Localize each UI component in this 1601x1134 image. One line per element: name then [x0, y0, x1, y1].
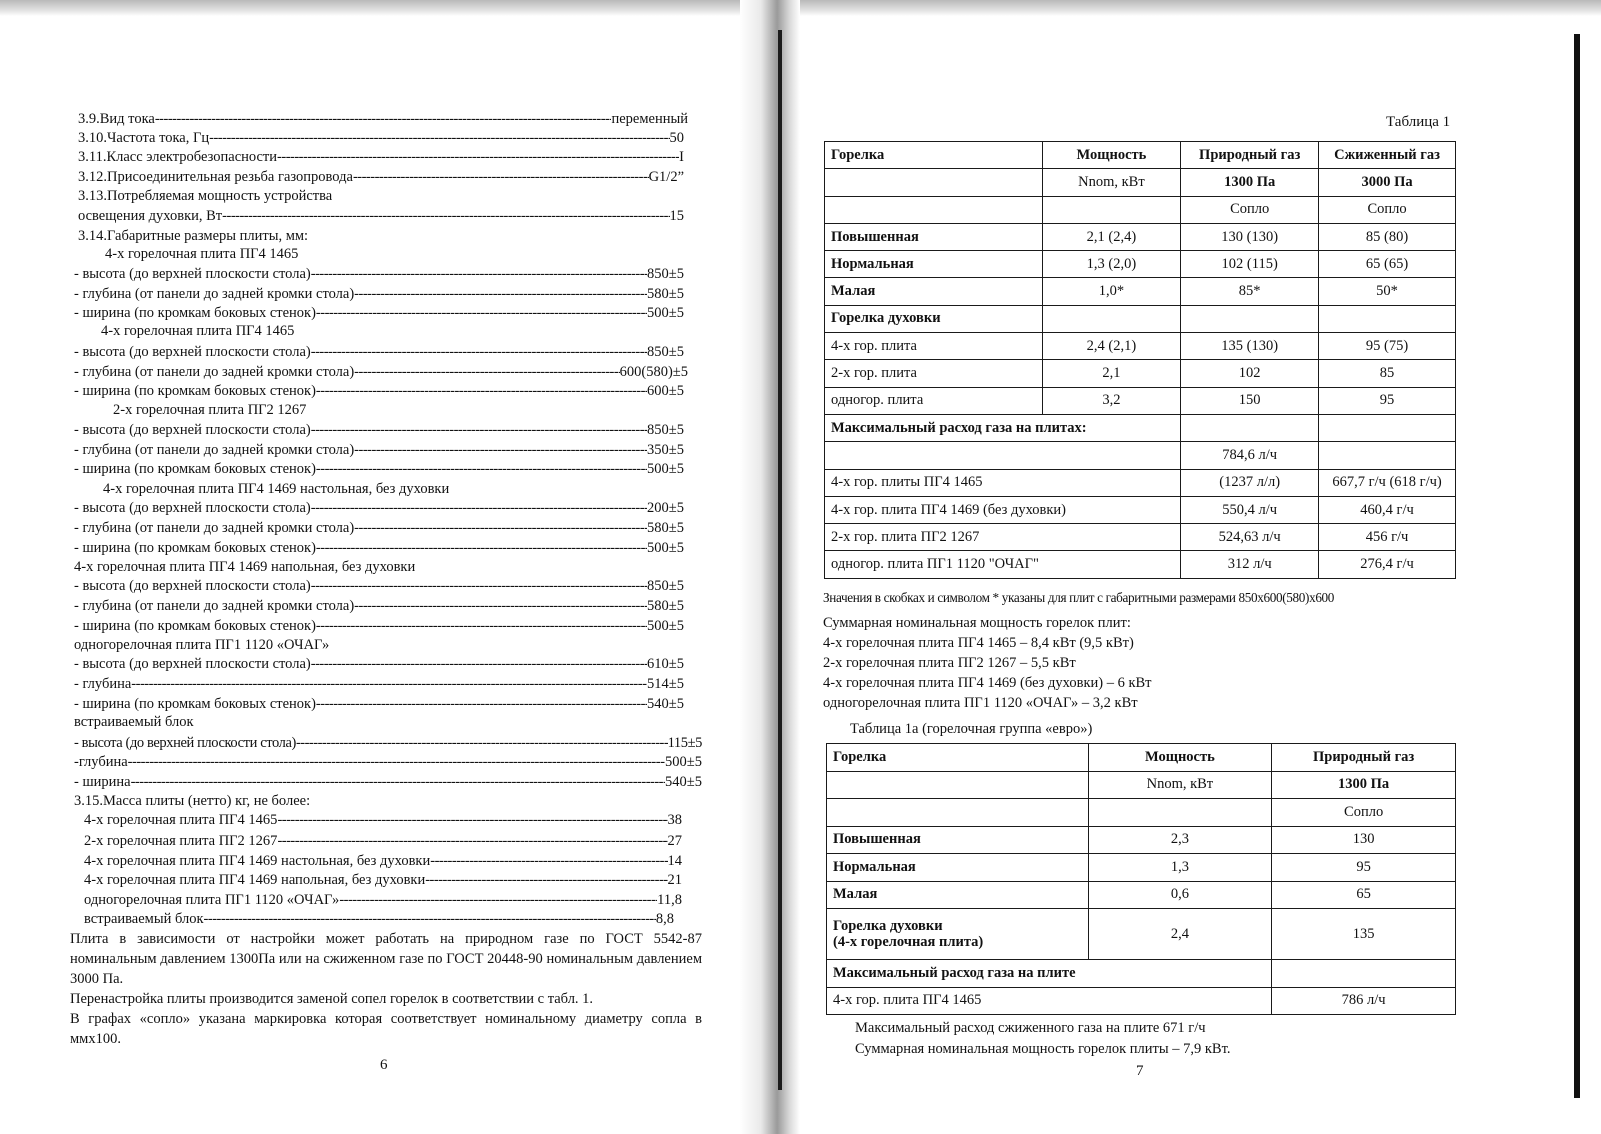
table-cell: 95 [1319, 387, 1456, 414]
table-cell: Мощность [1042, 142, 1181, 169]
mass-row: 4-х горелочная плита ПГ4 1465 ----- 38 [84, 811, 682, 830]
table-cell: Природный газ [1181, 142, 1319, 169]
dim-row: - ширина (по кромкам боковых стенок) ----- 600±5 [74, 382, 684, 401]
dim-group-title: встраиваемый блок [74, 714, 194, 730]
table-cell: 524,63 л/ч [1181, 524, 1319, 551]
table-cell: 1,3 (2,0) [1042, 251, 1181, 278]
table-row [825, 524, 1456, 551]
table-cell: 4-х гор. плита ПГ4 1469 (без духовки) [825, 496, 1181, 523]
table-cell: 784,6 л/ч [1181, 442, 1319, 469]
table-cell: Сопло [1181, 196, 1319, 223]
table-cell: Природный газ [1272, 744, 1456, 772]
bottom-note: Максимальный расход сжиженного газа на плите 671 г/ч [855, 1020, 1206, 1036]
table-cell: 3,2 [1042, 387, 1181, 414]
table-cell: 150 [1181, 387, 1319, 414]
dim-group-title: 4-х горелочная плита ПГ4 1465 [105, 246, 299, 262]
dim-row: - высота (до верхней плоскости стола) ----- 850±5 [74, 421, 684, 440]
table-row [825, 251, 1456, 278]
table-row [825, 387, 1456, 414]
table-cell: 130 (130) [1181, 223, 1319, 250]
spec-line: 3.12.Присоединительная резьба газопровода ----- G1/2” [78, 168, 684, 187]
dim-row: - ширина ----- 540±5 [74, 773, 702, 792]
paragraph-reconfigure: Перенастройка плиты производится заменой сопел горелок в соответствии с табл. 1. [70, 991, 594, 1007]
table-cell: 65 [1272, 881, 1456, 909]
table-cell: 2,1 (2,4) [1042, 223, 1181, 250]
table-cell: Сопло [1272, 799, 1456, 827]
spec-line: 3.9.Вид тока ----- переменный [78, 110, 688, 129]
table-cell: 135 (130) [1181, 333, 1319, 360]
dim-row: - ширина (по кромкам боковых стенок) ----- 500±5 [74, 617, 684, 636]
dim-row: - высота (до верхней плоскости стола) ----- 200±5 [74, 499, 684, 518]
bottom-note: Суммарная номинальная мощность горелок плиты – 7,9 кВт. [855, 1041, 1231, 1057]
table-cell: Сопло [1319, 196, 1456, 223]
table-cell: 667,7 г/ч (618 г/ч) [1319, 469, 1456, 496]
table-cell: 85 [1319, 360, 1456, 387]
table-row [825, 196, 1456, 223]
summary-line: одногорелочная плита ПГ1 1120 «ОЧАГ» – 3,2 кВт [823, 695, 1138, 711]
mass-row: 2-х горелочная плита ПГ2 1267 ----- 27 [84, 832, 682, 851]
dim-row: - высота (до верхней плоскости стола) ----- 115±5 [74, 734, 702, 753]
summary-line: 4-х горелочная плита ПГ4 1469 (без духовки) – 6 кВт [823, 675, 1152, 691]
table-cell: 85* [1181, 278, 1319, 305]
dim-row: - глубина (от панели до задней кромки стола) ----- 580±5 [74, 597, 684, 616]
spec-line: освещения духовки, Вт ----- 15 [78, 207, 684, 226]
table-cell: 2-х гор. плита ПГ2 1267 [825, 524, 1181, 551]
dim-group-title: 2-х горелочная плита ПГ2 1267 [113, 402, 307, 418]
table-cell: 1,3 [1088, 854, 1272, 882]
table-cell: 50* [1319, 278, 1456, 305]
table-cell: Повышенная [827, 826, 1089, 854]
spec-314-title: 3.14.Габаритные размеры плиты, мм: [78, 228, 309, 244]
scan-top-shadow [0, 0, 1601, 16]
dim-row: - ширина (по кромкам боковых стенок) ----- 500±5 [74, 460, 684, 479]
spec-315-title: 3.15.Масса плиты (нетто) кг, не более: [74, 793, 311, 809]
table-cell [827, 771, 1089, 799]
table-row [827, 771, 1456, 799]
table-cell: Нормальная [825, 251, 1043, 278]
table-cell: 65 (65) [1319, 251, 1456, 278]
table-cell: 2,4 (2,1) [1042, 333, 1181, 360]
dim-group-title: 4-х горелочная плита ПГ4 1465 [101, 323, 295, 339]
spec-line: 3.11.Класс электробезопасности ----- I [78, 148, 684, 167]
table-row [825, 223, 1456, 250]
table-row [825, 414, 1456, 441]
table-cell: 1300 Па [1272, 771, 1456, 799]
table-cell [1319, 414, 1456, 441]
table-cell: 2,3 [1088, 826, 1272, 854]
dim-row: - высота (до верхней плоскости стола) ----- 610±5 [74, 655, 684, 674]
table-cell [1181, 305, 1319, 332]
table-row [827, 826, 1456, 854]
table-cell: 2,4 [1088, 909, 1272, 960]
table-cell [1042, 305, 1181, 332]
spec-line: 3.10.Частота тока, Гц ----- 50 [78, 129, 684, 148]
dim-row: - глубина ----- 514±5 [74, 675, 684, 694]
table-cell: Сжиженный газ [1319, 142, 1456, 169]
dim-group-title: 4-х горелочная плита ПГ4 1469 напольная, без духовки [74, 559, 416, 575]
table-cell: 4-х гор. плита [825, 333, 1043, 360]
table-cell: 4-х гор. плиты ПГ4 1465 [825, 469, 1181, 496]
summary-line: 2-х горелочная плита ПГ2 1267 – 5,5 кВт [823, 655, 1076, 671]
mass-row: встраиваемый блок ----- 8,8 [84, 910, 674, 929]
table-row [825, 360, 1456, 387]
spec-313-title: 3.13.Потребляемая мощность устройства [78, 188, 333, 204]
table-row [825, 333, 1456, 360]
paragraph-nozzle: В графах «сопло» указана маркировка которая соответствует номинальному диаметру сопла в ммх100. [70, 1011, 702, 1047]
table-cell: 3000 Па [1319, 169, 1456, 196]
table-cell: 0,6 [1088, 881, 1272, 909]
table-cell: 2,1 [1042, 360, 1181, 387]
table-row [825, 278, 1456, 305]
table-cell: 786 л/ч [1272, 987, 1456, 1015]
dim-row: - ширина (по кромкам боковых стенок) ----- 500±5 [74, 539, 684, 558]
table-cell: Нормальная [827, 854, 1089, 882]
table-row [827, 799, 1456, 827]
table-cell: Малая [825, 278, 1043, 305]
table-cell: Горелка [825, 142, 1043, 169]
table-cell [1319, 305, 1456, 332]
table-cell: 95 (75) [1319, 333, 1456, 360]
summary-title: Суммарная номинальная мощность горелок плит: [823, 615, 1131, 631]
table-row [825, 305, 1456, 332]
table-cell: 1,0* [1042, 278, 1181, 305]
table-cell: одногор. плита [825, 387, 1043, 414]
table-row [827, 881, 1456, 909]
table-cell [1042, 196, 1181, 223]
table-cell: Горелка духовки (4-х горелочная плита) [827, 909, 1089, 960]
table-note: Значения в скобках и символом * указаны для плит с габаритными размерами 850х600(580)х600 [823, 590, 1335, 605]
table-cell: (1237 л/л) [1181, 469, 1319, 496]
book-gutter [740, 0, 800, 1134]
dim-group-title: одногорелочная плита ПГ1 1120 «ОЧАГ» [74, 637, 330, 653]
table-caption: Таблица 1а (горелочная группа «евро») [850, 721, 1093, 737]
dim-row: - высота (до верхней плоскости стола) ----- 850±5 [74, 343, 684, 362]
table-row [827, 987, 1456, 1015]
dim-row: - глубина (от панели до задней кромки стола) ----- 580±5 [74, 285, 684, 304]
table-cell: 456 г/ч [1319, 524, 1456, 551]
table-cell: Мощность [1088, 744, 1272, 772]
table-cell: Малая [827, 881, 1089, 909]
table-cell [1181, 414, 1319, 441]
table-row [827, 909, 1456, 960]
dim-row: - высота (до верхней плоскости стола) ----- 850±5 [74, 577, 684, 596]
table-cell: Повышенная [825, 223, 1043, 250]
table-cell [827, 799, 1089, 827]
table-row [827, 960, 1456, 988]
mass-row: 4-х горелочная плита ПГ4 1469 напольная, без духовки ----- 21 [84, 871, 682, 890]
dim-row: - глубина (от панели до задней кромки стола) ----- 580±5 [74, 519, 684, 538]
table-row [825, 469, 1456, 496]
summary-line: 4-х горелочная плита ПГ4 1465 – 8,4 кВт (9,5 кВт) [823, 635, 1134, 651]
table-cell: Nnom, кВт [1042, 169, 1181, 196]
page-right-edge [1574, 34, 1580, 1098]
euro-nozzle-table [826, 743, 1456, 1015]
page-number: 7 [1136, 1063, 1144, 1079]
table-caption: Таблица 1 [1386, 114, 1451, 130]
mass-row: одногорелочная плита ПГ1 1120 «ОЧАГ» ----- 11,8 [84, 891, 682, 910]
page-number: 6 [380, 1057, 388, 1073]
dim-row: - глубина (от панели до задней кромки стола) ----- 600(580)±5 [74, 363, 688, 382]
table-cell [1319, 442, 1456, 469]
table-row [825, 169, 1456, 196]
dim-group-title: 4-х горелочная плита ПГ4 1469 настольная, без духовки [103, 481, 450, 497]
table-cell: 102 (115) [1181, 251, 1319, 278]
table-cell: Максимальный расход газа на плитах: [825, 414, 1181, 441]
paragraph-gas: Плита в зависимости от настройки может работать на природном газе по ГОСТ 5542-87 номинальным давлением 1300Па или на сжиженном газе по ГОСТ 20448-90 номинальным давлением 3000 Па. [70, 931, 702, 987]
table-cell [1272, 960, 1456, 988]
table-cell: 1300 Па [1181, 169, 1319, 196]
table-cell: 2-х гор. плита [825, 360, 1043, 387]
table-cell: 102 [1181, 360, 1319, 387]
gutter-edge [778, 30, 782, 1090]
dim-row: -глубина ----- 500±5 [74, 753, 702, 772]
table-cell: 95 [1272, 854, 1456, 882]
table-cell: 4-х гор. плита ПГ4 1465 [827, 987, 1272, 1015]
nozzle-table [824, 141, 1456, 579]
table-cell: 135 [1272, 909, 1456, 960]
dim-row: - ширина (по кромкам боковых стенок) ----- 500±5 [74, 304, 684, 323]
table-row [825, 442, 1456, 469]
mass-row: 4-х горелочная плита ПГ4 1469 настольная, без духовки ----- 14 [84, 852, 682, 871]
table-row [827, 854, 1456, 882]
table-cell: 460,4 г/ч [1319, 496, 1456, 523]
table-row [825, 142, 1456, 169]
table-row [827, 744, 1456, 772]
table-cell [825, 169, 1043, 196]
table-cell [1088, 799, 1272, 827]
table-cell: Nnom, кВт [1088, 771, 1272, 799]
table-cell: Максимальный расход газа на плите [827, 960, 1272, 988]
table-cell: 550,4 л/ч [1181, 496, 1319, 523]
table-cell: Горелка [827, 744, 1089, 772]
table-cell: 276,4 г/ч [1319, 551, 1456, 578]
dim-row: - глубина (от панели до задней кромки стола) ----- 350±5 [74, 441, 684, 460]
dim-row: - высота (до верхней плоскости стола) ----- 850±5 [74, 265, 684, 284]
table-cell [825, 196, 1043, 223]
table-row [825, 496, 1456, 523]
table-cell: одногор. плита ПГ1 1120 "ОЧАГ" [825, 551, 1181, 578]
dim-row: - ширина (по кромкам боковых стенок) ----- 540±5 [74, 695, 684, 714]
table-cell: 312 л/ч [1181, 551, 1319, 578]
table-cell: 130 [1272, 826, 1456, 854]
table-cell: Горелка духовки [825, 305, 1043, 332]
table-cell [825, 442, 1181, 469]
table-row [825, 551, 1456, 578]
table-cell: 85 (80) [1319, 223, 1456, 250]
